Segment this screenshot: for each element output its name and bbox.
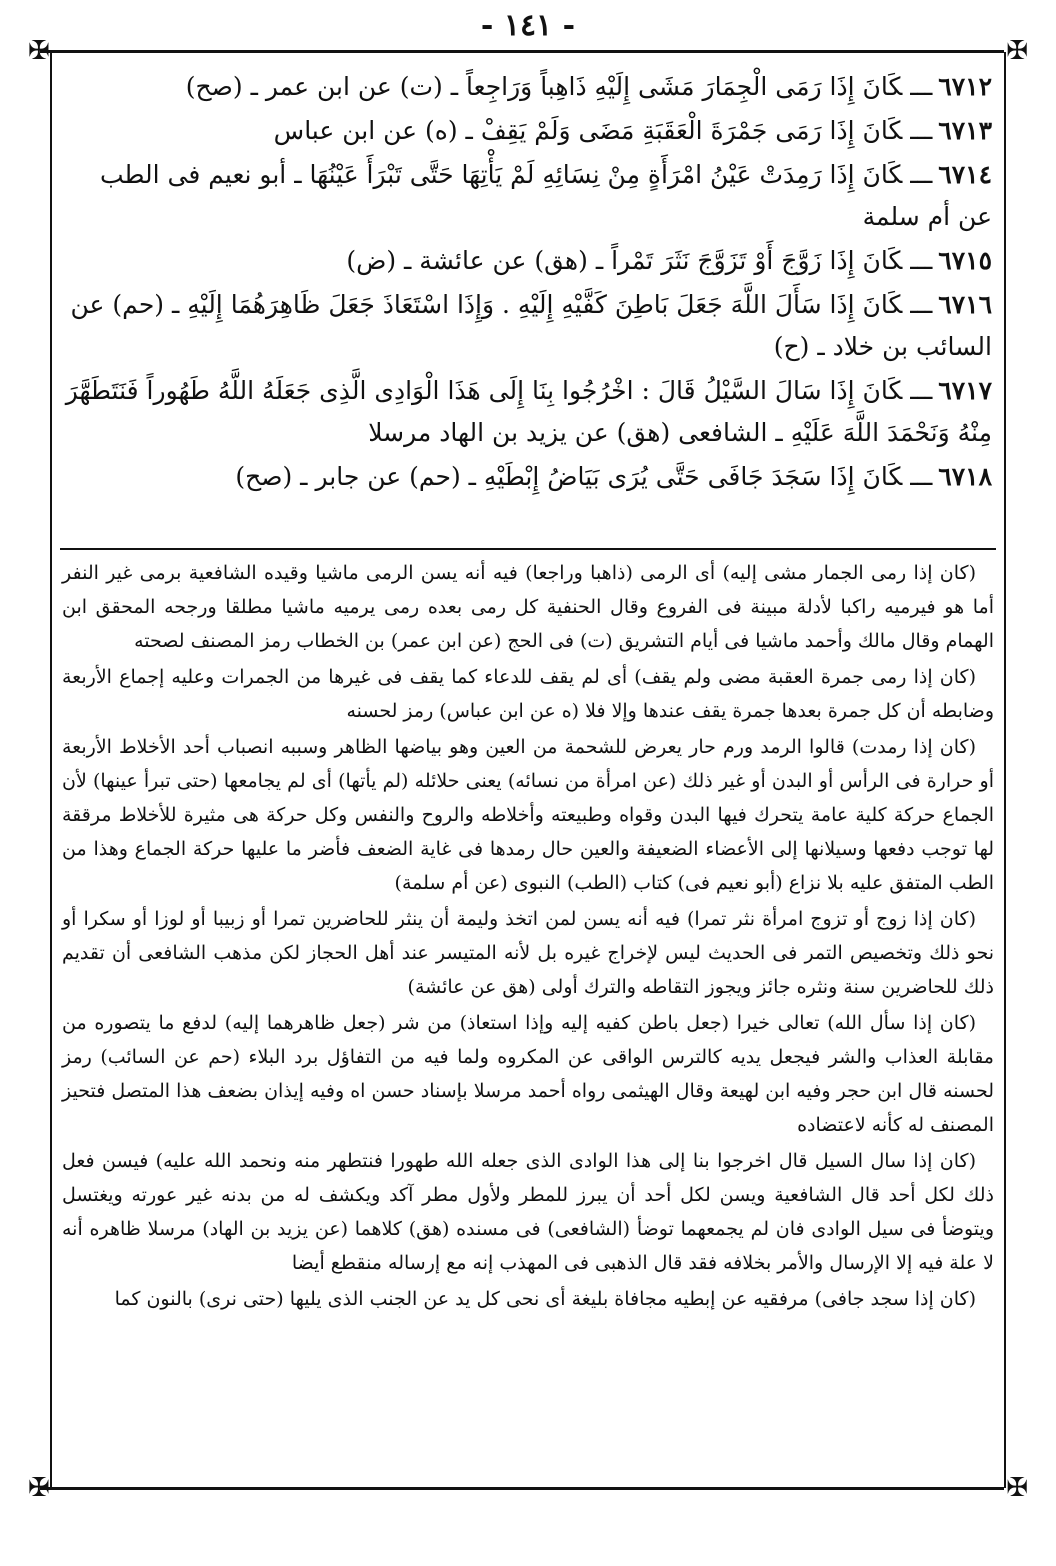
hadith-entry: ٦٧١٦ـــكَانَ إِذَا سَأَلَ اللَّهَ جَعَلَ بَاطِنَ كَفَّيْهِ إِلَيْهِ . وَإِذَا اسْتَعَاذَ جَعَلَ ظَاهِرَهُمَا إِلَيْهِ ـ (حم) عن السائب بن خلاد ـ (ح) <box>70 290 992 361</box>
commentary-paragraph: (كان إذا سأل الله) تعالى خيرا (جعل باطن كفيه إليه وإذا استعاذ) من شر (جعل ظاهرهما إليه) لدفع ما يتصوره من مقابلة العذاب والشر فيجعل يديه كالترس الواقى عن المكروه ولما فيه من التفاؤل برد البلاء (حم عن السائب) رمز لحسنه قال ابن حجر وفيه ابن لهيعة وقال الهيثمى رواه أحمد مرسلا بإسناد حسن اه وفيه إيذان بضعف هذا المتصل فتحيز المصنف له كأنه لاعتضاده <box>62 1012 994 1136</box>
hadith-entry: ٦٧١٧ـــكَانَ إِذَا سَالَ السَّيْلُ قَالَ : اخْرُجُوا بِنَا إِلَى هَذَا الْوَادِى الَّذِى جَعَلَهُ اللَّهُ طَهُوراً فَنَتَطَهَّرَ مِنْهُ وَنَحْمَدَ اللَّهَ عَلَيْهِ ـ الشافعى (هق) عن يزيد بن الهاد مرسلا <box>65 376 992 447</box>
commentary-paragraph: (كان إذا رمدت) قالوا الرمد ورم حار يعرض للشحمة من العين وهو بياضها الظاهر وسببه انصباب أحد الأخلاط الأربعة أو حرارة فى الرأس أو البدن أو غير ذلك (عن امرأة من نسائه) يعنى حلائله (لم يأتها) أى لم يجامعها (حتى تبرأ عينها) لأن الجماع حركة كلية عامة يتحرك فيها البدن وقواه وطبيعته وأخلاطه والروح والنفس وكل حركة هى مثيرة للأخلاط مرققة لها توجب دفعها وسيلانها إلى الأعضاء الضعيفة والعين حال رمدها فى غاية الضعف فأضر ما عليها حركة الجماع وهذا من الطب المتفق عليه بلا نزاع (أبو نعيم فى) كتاب (الطب) النبوى (عن أم سلمة) <box>62 736 994 894</box>
hadith-entry: ٦٧١٤ـــكَانَ إِذَا رَمِدَتْ عَيْنُ امْرَأَةٍ مِنْ نِسَائِهِ لَمْ يَأْتِهَا حَتَّى تَبْرَأَ عَيْنُهَا ـ أبو نعيم فى الطب عن أم سلمة <box>99 160 992 231</box>
entry-number: ٦٧١٤ <box>938 160 992 189</box>
hadith-entry: ٦٧١٥ـــكَانَ إِذَا زَوَّجَ أَوْ تَزَوَّجَ نَثَرَ تَمْراً ـ (هق) عن عائشة ـ (ض) <box>346 246 992 275</box>
entry-number: ٦٧١٥ <box>938 246 992 275</box>
commentary-paragraph: (كان إذا رمى الجمار مشى إليه) أى الرمى (ذاهبا وراجعا) فيه أنه يسن الرمى ماشيا وقيده الشافعية برمى غير النفر أما هو فيرميه راكبا لأدلة مبينة فى الفروع وقال الحنفية كل رمى بعده رمى يرميه ماشيا مطلقا ورجحه المحقق ابن الهمام وقال مالك وأحمد ماشيا فى أيام التشريق (ت) فى الحج (عن ابن عمر) بن الخطاب رمز المصنف لصحته <box>62 562 994 652</box>
hadith-entries <box>64 66 992 500</box>
hadith-entry: ٦٧١٣ـــكَانَ إِذَا رَمَى جَمْرَةَ الْعَقَبَةِ مَضَى وَلَمْ يَقِفْ ـ (ه) عن ابن عباس <box>273 116 992 145</box>
corner-ornament-icon: ✠ <box>1006 1473 1028 1503</box>
bottom-rule <box>40 1487 1004 1490</box>
corner-ornament-icon: ✠ <box>1006 36 1028 66</box>
entry-text: كَانَ إِذَا سَأَلَ اللَّهَ جَعَلَ بَاطِنَ كَفَّيْهِ إِلَيْهِ . وَإِذَا اسْتَعَاذَ جَعَلَ ظَاهِرَهُمَا إِلَيْهِ ـ (حم) عن السائب بن خلاد ـ (ح) <box>70 290 992 361</box>
entry-text: كَانَ إِذَا زَوَّجَ أَوْ تَزَوَّجَ نَثَرَ تَمْراً ـ (هق) عن عائشة ـ (ض) <box>346 246 903 275</box>
entry-text: كَانَ إِذَا سَجَدَ جَافَى حَتَّى يُرَى بَيَاضُ إِبْطَيْهِ ـ (حم) عن جابر ـ (صح) <box>235 462 903 491</box>
entry-number: ٦٧١٣ <box>938 116 992 145</box>
entry-number: ٦٧١٧ <box>938 376 992 405</box>
commentary-paragraph: (كان إذا رمى جمرة العقبة مضى ولم يقف) أى لم يقف للدعاء كما يقف فى غيرها من الجمرات وعليه إجماع الأربعة وضابطه أن كل جمرة بعدها جمرة يقف عندها وإلا فلا (ه عن ابن عباس) رمز لحسنه <box>62 666 994 722</box>
commentary-section <box>62 556 994 1318</box>
top-rule <box>40 50 1004 53</box>
hadith-entry: ٦٧١٨ـــكَانَ إِذَا سَجَدَ جَافَى حَتَّى يُرَى بَيَاضُ إِبْطَيْهِ ـ (حم) عن جابر ـ (صح) <box>235 462 992 491</box>
entry-number: ٦٧١٦ <box>938 290 992 319</box>
entry-number: ٦٧١٨ <box>938 462 992 491</box>
commentary-paragraph: (كان إذا زوج أو تزوج امرأة نثر تمرا) فيه أنه يسن لمن اتخذ وليمة أن ينثر للحاضرين تمرا أو زبيبا أو لوزا أو سكرا أو نحو ذلك وتخصيص التمر فى الحديث ليس لإخراج غيره بل لأنه المتيسر عند أهل الحجاز لكن مذهب الشافعى أن تقديم ذلك للحاضرين سنة ونثره جائز ويجوز التقاطه والترك أولى (هق عن عائشة) <box>62 908 994 998</box>
entry-text: كَانَ إِذَا رَمَى جَمْرَةَ الْعَقَبَةِ مَضَى وَلَمْ يَقِفْ ـ (ه) عن ابن عباس <box>273 116 903 145</box>
left-frame-line <box>50 52 52 1488</box>
entry-text: كَانَ إِذَا رَمِدَتْ عَيْنُ امْرَأَةٍ مِنْ نِسَائِهِ لَمْ يَأْتِهَا حَتَّى تَبْرَأَ عَيْنُهَا ـ أبو نعيم فى الطب عن أم سلمة <box>99 160 992 231</box>
corner-ornament-icon: ✠ <box>28 36 50 66</box>
entry-number: ٦٧١٢ <box>938 72 992 101</box>
hadith-entry: ٦٧١٢ـــكَانَ إِذَا رَمَى الْجِمَارَ مَشَى إِلَيْهِ ذَاهِباً وَرَاجِعاً ـ (ت) عن ابن عمر ـ (صح) <box>185 72 992 101</box>
corner-ornament-icon: ✠ <box>28 1473 50 1503</box>
entry-text: كَانَ إِذَا سَالَ السَّيْلُ قَالَ : اخْرُجُوا بِنَا إِلَى هَذَا الْوَادِى الَّذِى جَعَلَهُ اللَّهُ طَهُوراً فَنَتَطَهَّرَ مِنْهُ وَنَحْمَدَ اللَّهَ عَلَيْهِ ـ الشافعى (هق) عن يزيد بن الهاد مرسلا <box>65 376 992 447</box>
commentary-paragraph: (كان إذا سال السيل قال اخرجوا بنا إلى هذا الوادى الذى جعله الله طهورا فنتطهر منه ونحمد الله عليه) فيسن فعل ذلك لكل أحد قال الشافعية ويسن لكل أحد أن يبرز للمطر ولأول مطر آكد ويكشف له من بدنه غير عورته ويغتسل ويتوضأ فى سيل الوادى فان لم يجمعهما توضأ (الشافعى) فى مسنده (هق) كلاهما (عن يزيد بن الهاد) مرسلا ظاهره أنه لا علة فيه إلا الإرسال والأمر بخلافه فقد قال الذهبى فى المهذب إنه مع إرساله منقطع أيضا <box>62 1150 994 1274</box>
section-divider <box>60 548 996 550</box>
commentary-paragraph: (كان إذا سجد جافى) مرفقيه عن إبطيه مجافاة بليغة أى نحى كل يد عن الجنب الذى يليها (حتى نرى) بالنون كما <box>114 1288 976 1310</box>
page-number: - ١٤١ - <box>480 8 576 43</box>
right-frame-line <box>1004 52 1006 1488</box>
entry-text: كَانَ إِذَا رَمَى الْجِمَارَ مَشَى إِلَيْهِ ذَاهِباً وَرَاجِعاً ـ (ت) عن ابن عمر ـ (صح) <box>185 72 903 101</box>
